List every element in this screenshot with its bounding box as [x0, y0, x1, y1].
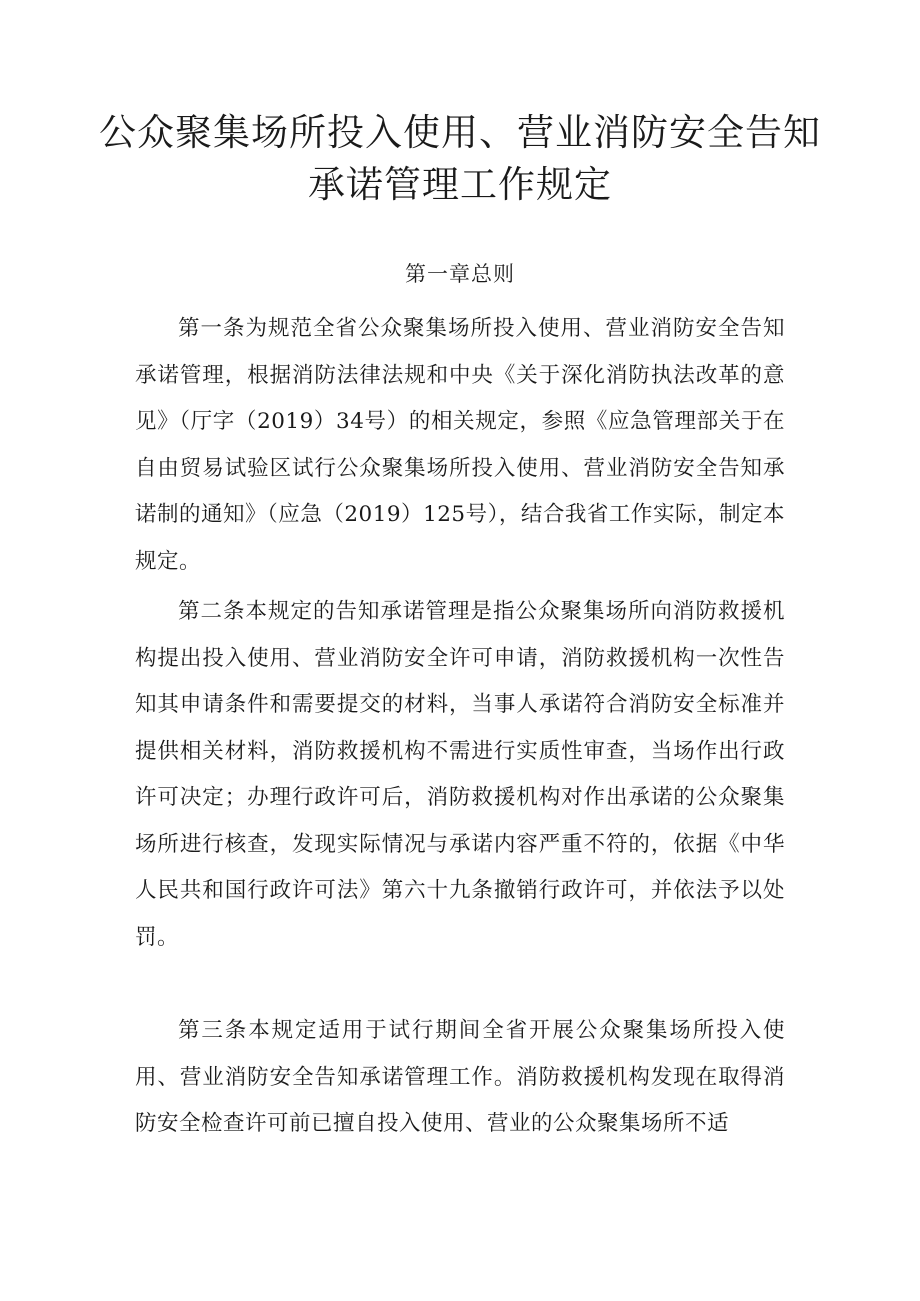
article-paragraph-2: 第二条本规定的告知承诺管理是指公众聚集场所向消防救援机构提出投入使用、营业消防安全许可申请，消防救援机构一次性告知其申请条件和需要提交的材料，当事人承诺符合消防安全标准并提供相关材料，消防救援机构不需进行实质性审查，当场作出行政许可决定；办理行政许可后，消防救援机构对作出承诺的公众聚集场所进行核查，发现实际情况与承诺内容严重不符的，依据《中华人民共和国行政许可法》第六十九条撤销行政许可，并依法予以处罚。: [135, 599, 785, 950]
document-title-line-2: 承诺管理工作规定: [308, 163, 612, 206]
chapter-heading: 第一章总则: [405, 262, 515, 286]
document-title-line-1: 公众聚集场所投入使用、营业消防安全告知: [99, 111, 821, 154]
article-paragraph-3: 第三条本规定适用于试行期间全省开展公众聚集场所投入使用、营业消防安全告知承诺管理工作。消防救援机构发现在取得消防安全检查许可前已擅自投入使用、营业的公众聚集场所不适: [135, 1018, 785, 1136]
article-paragraph-1: 第一条为规范全省公众聚集场所投入使用、营业消防安全告知承诺管理，根据消防法律法规和中央《关于深化消防执法改革的意见》（厅字（2019）34号）的相关规定，参照《应急管理部关于在自由贸易试验区试行公众聚集场所投入使用、营业消防安全告知承诺制的通知》（应急（2019）125号），结合我省工作实际，制定本规定。: [135, 316, 785, 574]
